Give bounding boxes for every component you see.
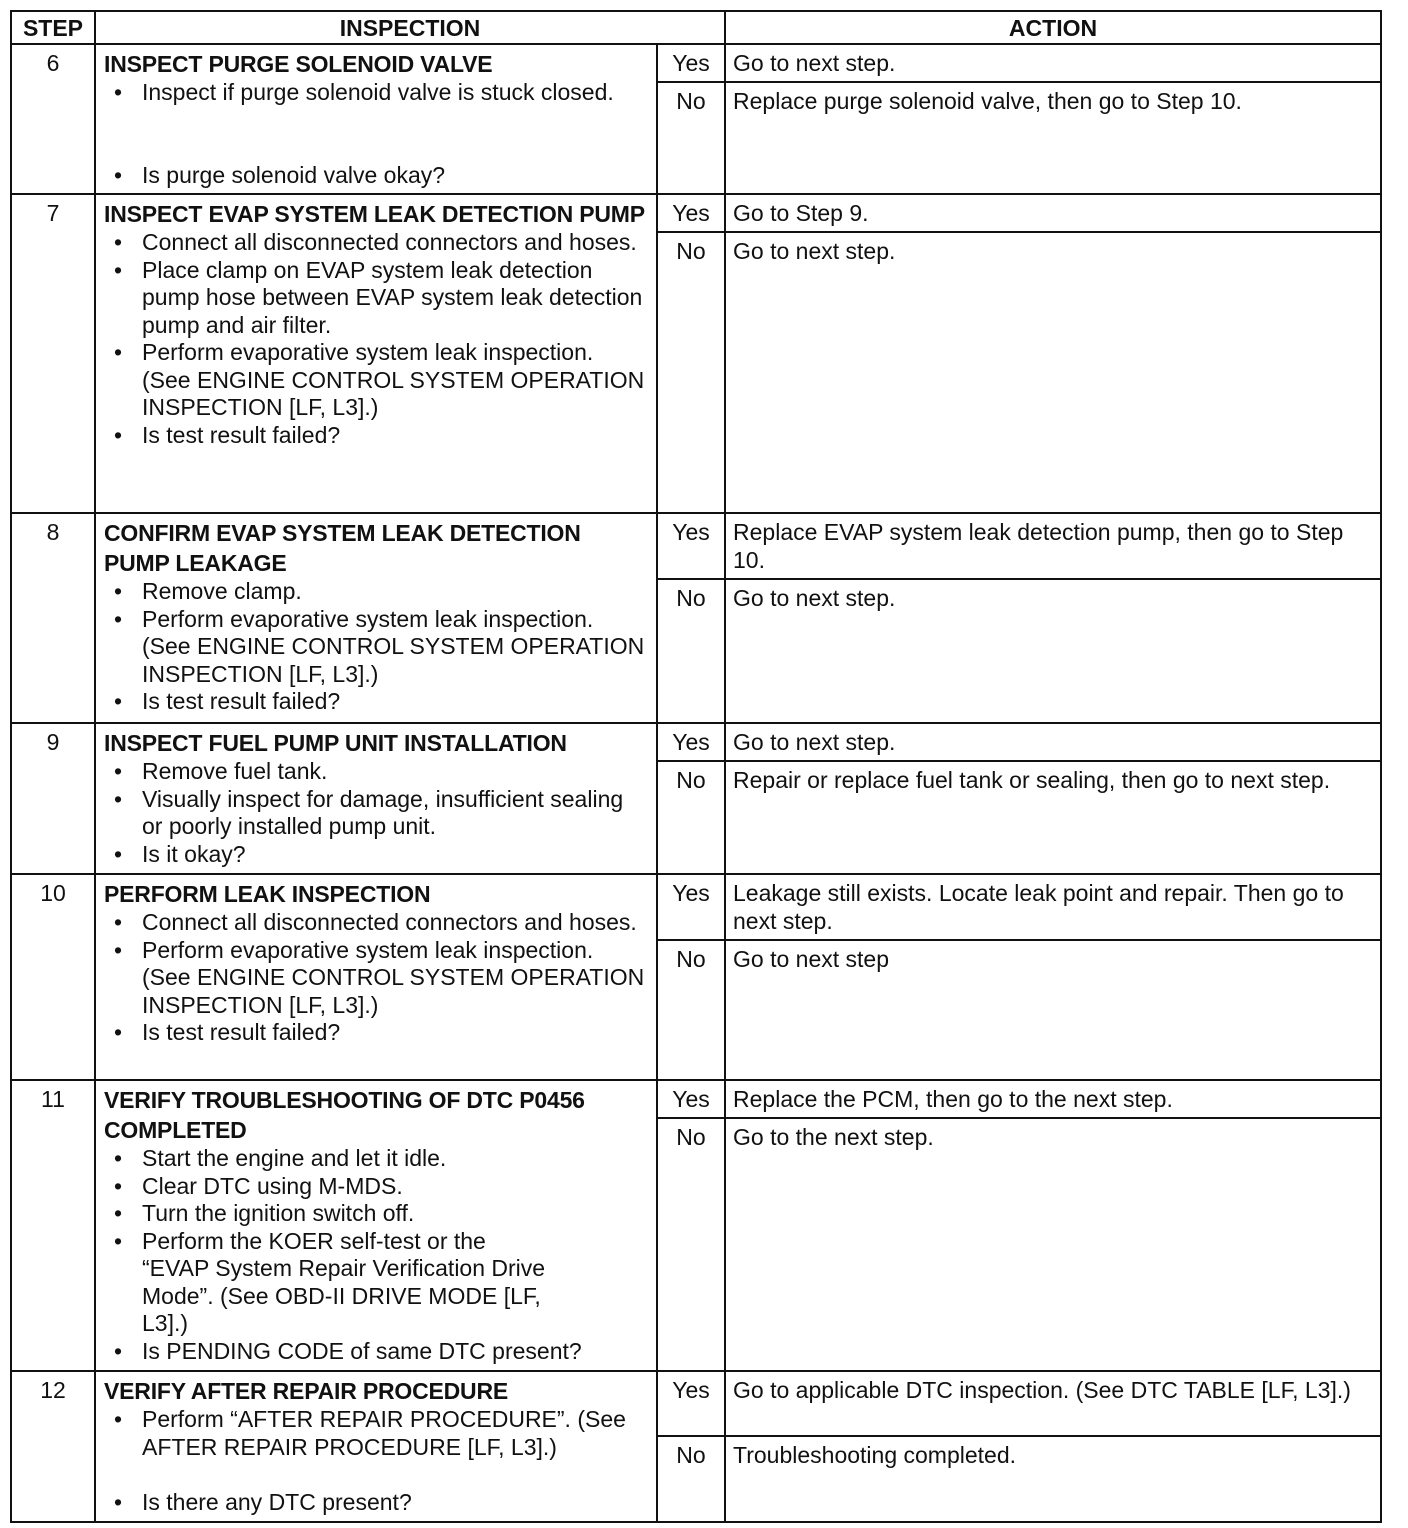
step-number: 12 bbox=[11, 1371, 95, 1522]
no-action: Go to the next step. bbox=[725, 1118, 1381, 1371]
yes-action: Go to next step. bbox=[725, 44, 1381, 82]
no-label: No bbox=[657, 761, 725, 874]
inspection-bullet: • Is it okay? bbox=[142, 841, 648, 869]
no-label: No bbox=[657, 1118, 725, 1371]
yes-action: Go to next step. bbox=[725, 723, 1381, 761]
yes-label: Yes bbox=[657, 44, 725, 82]
yes-label: Yes bbox=[657, 513, 725, 579]
yes-action: Replace the PCM, then go to the next step. bbox=[725, 1080, 1381, 1118]
step-row-10-yes bbox=[11, 874, 1381, 940]
step-row-11-yes bbox=[11, 1080, 1381, 1118]
no-label: No bbox=[657, 940, 725, 1080]
inspection-bullet: • Is PENDING CODE of same DTC present? bbox=[142, 1338, 648, 1366]
step-header: STEP bbox=[11, 11, 95, 44]
no-action: Go to next step bbox=[725, 940, 1381, 1080]
no-label: No bbox=[657, 232, 725, 513]
yes-action: Go to applicable DTC inspection. (See DTC TABLE [LF, L3].) bbox=[725, 1371, 1381, 1436]
inspection-bullet: • Perform “AFTER REPAIR PROCEDURE”. (See AFTER REPAIR PROCEDURE [LF, L3].) bbox=[142, 1406, 648, 1461]
troubleshooting-table bbox=[10, 10, 1382, 1523]
inspection-cell bbox=[95, 44, 657, 194]
inspection-bullet: • Is test result failed? bbox=[142, 688, 648, 716]
step-number: 11 bbox=[11, 1080, 95, 1371]
inspection-title: INSPECT PURGE SOLENOID VALVE bbox=[104, 51, 493, 77]
step-row-6-yes bbox=[11, 44, 1381, 82]
yes-label: Yes bbox=[657, 874, 725, 940]
inspection-bullet: • Perform the KOER self-test or the “EVAP System Repair Verification Drive Mode”. (See OBD-II DRIVE MODE [LF, L3].) bbox=[142, 1228, 648, 1338]
inspection-bullet: • Is test result failed? bbox=[142, 1019, 648, 1047]
inspection-bullet: • Remove clamp. bbox=[142, 578, 648, 606]
no-label: No bbox=[657, 1436, 725, 1522]
inspection-bullet: • Inspect if purge solenoid valve is stuck closed. bbox=[142, 79, 648, 107]
inspection-title: INSPECT FUEL PUMP UNIT INSTALLATION bbox=[104, 730, 567, 756]
inspection-bullet: • Is test result failed? bbox=[142, 422, 648, 450]
inspection-bullet: • Is there any DTC present? bbox=[142, 1489, 648, 1517]
yes-label: Yes bbox=[657, 194, 725, 232]
inspection-title: INSPECT EVAP SYSTEM LEAK DETECTION PUMP bbox=[104, 201, 645, 227]
action-header: ACTION bbox=[725, 11, 1381, 44]
inspection-title: VERIFY TROUBLESHOOTING OF DTC P0456 COMPLETED bbox=[104, 1087, 585, 1143]
yes-action: Go to Step 9. bbox=[725, 194, 1381, 232]
step-row-9-yes bbox=[11, 723, 1381, 761]
step-number: 6 bbox=[11, 44, 95, 194]
inspection-bullet: • Remove fuel tank. bbox=[142, 758, 648, 786]
step-number: 9 bbox=[11, 723, 95, 874]
inspection-bullet: • Perform evaporative system leak inspection. (See ENGINE CONTROL SYSTEM OPERATION INSPECTION [LF, L3].) bbox=[142, 339, 648, 422]
no-label: No bbox=[657, 579, 725, 723]
inspection-bullet: • Is purge solenoid valve okay? bbox=[142, 162, 648, 190]
yes-label: Yes bbox=[657, 1371, 725, 1436]
yes-label: Yes bbox=[657, 1080, 725, 1118]
inspection-title: VERIFY AFTER REPAIR PROCEDURE bbox=[104, 1378, 508, 1404]
inspection-bullet: • Start the engine and let it idle. bbox=[142, 1145, 648, 1173]
inspection-bullet: • Visually inspect for damage, insufficient sealing or poorly installed pump unit. bbox=[142, 786, 648, 841]
inspection-cell bbox=[95, 1080, 657, 1371]
no-action: Troubleshooting completed. bbox=[725, 1436, 1381, 1522]
inspection-bullet: • Clear DTC using M-MDS. bbox=[142, 1173, 648, 1201]
inspection-title: CONFIRM EVAP SYSTEM LEAK DETECTION PUMP LEAKAGE bbox=[104, 520, 581, 576]
no-action: Replace purge solenoid valve, then go to Step 10. bbox=[725, 82, 1381, 194]
step-row-8-yes bbox=[11, 513, 1381, 579]
yes-label: Yes bbox=[657, 723, 725, 761]
inspection-header: INSPECTION bbox=[95, 11, 725, 44]
inspection-cell bbox=[95, 723, 657, 874]
inspection-bullet: • Perform evaporative system leak inspection. (See ENGINE CONTROL SYSTEM OPERATION INSPECTION [LF, L3].) bbox=[142, 606, 648, 689]
inspection-bullet: • Turn the ignition switch off. bbox=[142, 1200, 648, 1228]
step-number: 10 bbox=[11, 874, 95, 1080]
step-number: 8 bbox=[11, 513, 95, 723]
no-action: Go to next step. bbox=[725, 579, 1381, 723]
inspection-bullet: • Perform evaporative system leak inspection. (See ENGINE CONTROL SYSTEM OPERATION INSPECTION [LF, L3].) bbox=[142, 937, 648, 1020]
step-row-12-yes bbox=[11, 1371, 1381, 1436]
inspection-bullet: • Connect all disconnected connectors and hoses. bbox=[142, 229, 648, 257]
step-row-7-yes bbox=[11, 194, 1381, 232]
yes-action: Replace EVAP system leak detection pump, then go to Step 10. bbox=[725, 513, 1381, 579]
inspection-cell bbox=[95, 194, 657, 513]
step-number: 7 bbox=[11, 194, 95, 513]
inspection-cell bbox=[95, 1371, 657, 1522]
yes-action: Leakage still exists. Locate leak point and repair. Then go to next step. bbox=[725, 874, 1381, 940]
no-action: Go to next step. bbox=[725, 232, 1381, 513]
no-label: No bbox=[657, 82, 725, 194]
inspection-cell bbox=[95, 874, 657, 1080]
header-row bbox=[11, 11, 1381, 44]
inspection-bullet: • Place clamp on EVAP system leak detection pump hose between EVAP system leak detection pump and air filter. bbox=[142, 257, 648, 340]
inspection-title: PERFORM LEAK INSPECTION bbox=[104, 881, 431, 907]
no-action: Repair or replace fuel tank or sealing, then go to next step. bbox=[725, 761, 1381, 874]
inspection-bullet: • Connect all disconnected connectors and hoses. bbox=[142, 909, 648, 937]
inspection-cell bbox=[95, 513, 657, 723]
